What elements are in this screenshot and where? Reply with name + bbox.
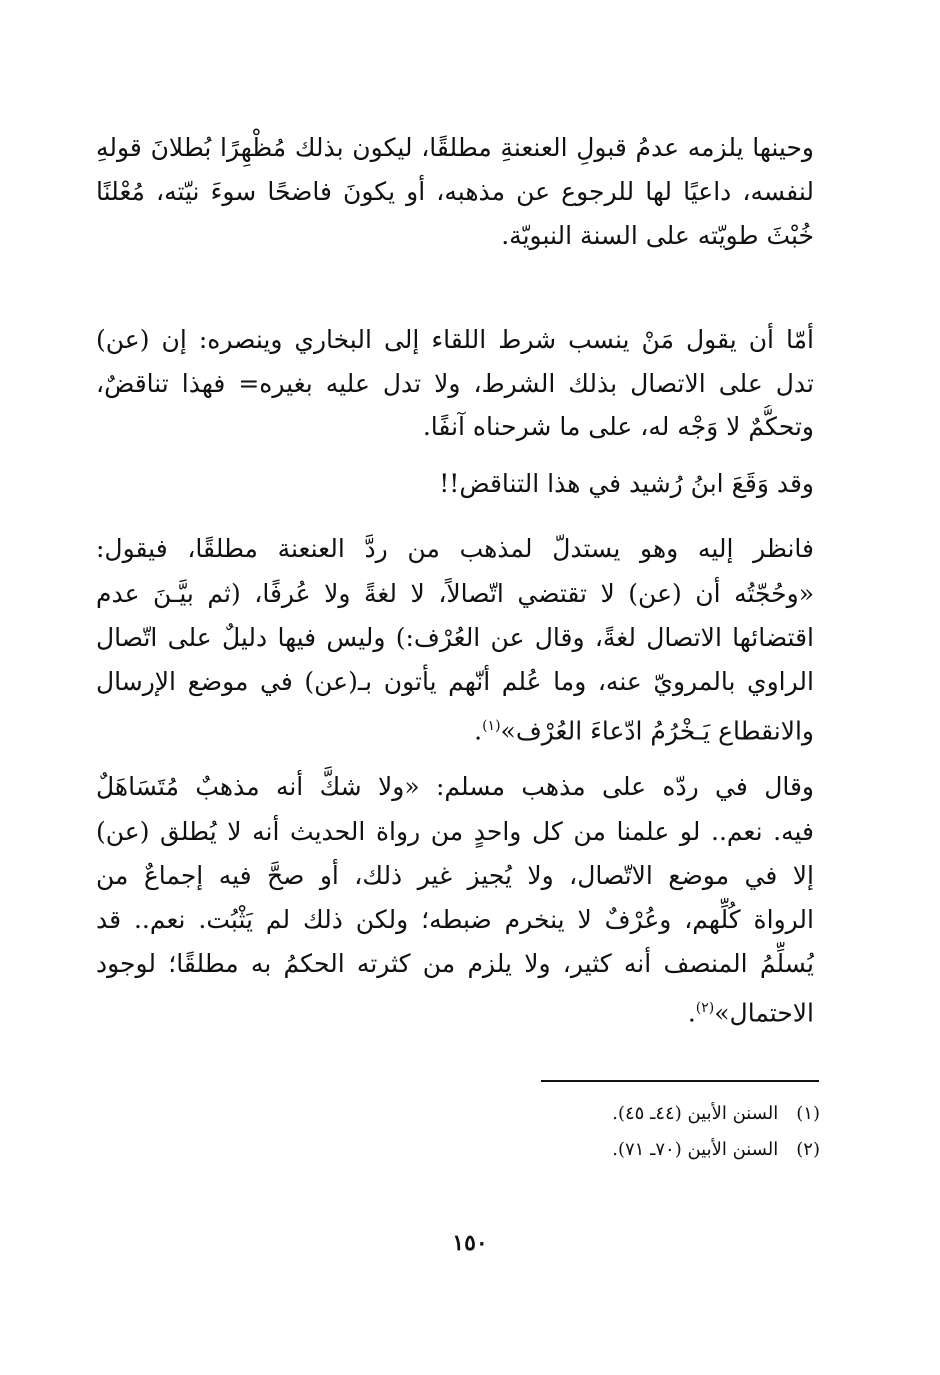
paragraph1-line-1: وحينها يلزمه عدمُ قبولِ العنعنةِ مطلقًا، ليكون بذلك مُظْهِرًا بُطلانَ قولهِ bbox=[96, 133, 814, 162]
paragraph3-line-1: وقد وَقَعَ ابنُ رُشيد في هذا التناقض!! bbox=[439, 469, 814, 498]
paragraph5-line-5: يُسلِّمُ المنصف أنه كثير، ولا يلزم من كثرته الحكمُ به مطلقًا؛ لوجود bbox=[96, 949, 814, 978]
paragraph1-line-3: خُبْثَ طويّته على السنة النبويّة. bbox=[501, 221, 814, 250]
footnote-2-number: (٢) bbox=[796, 1139, 820, 1160]
footnote-1-text: السنن الأبين (٤٤ـ ٤٥). bbox=[612, 1103, 779, 1124]
page-number: ١٥٠ bbox=[452, 1230, 488, 1256]
paragraph4-line-3: اقتضائها الاتصال لغةً، وقال عن العُرْف:) وليس فيها دليلٌ على اتّصال bbox=[96, 623, 814, 652]
paragraph4-end: . bbox=[474, 716, 483, 746]
footnote-2-text: السنن الأبين (٧٠ـ ٧١). bbox=[612, 1139, 779, 1160]
paragraph4-line-5 bbox=[96, 704, 814, 748]
paragraph2-line-1: أمّا أن يقول مَنْ ينسب شرط اللقاء إلى البخاري وينصره: إن (عن) bbox=[96, 325, 814, 354]
paragraph5-line-1: وقال في ردّه على مذهب مسلم: «ولا شكَّ أنه مذهبٌ مُتَسَاهَلٌ bbox=[96, 772, 814, 801]
footnote-1 bbox=[400, 1100, 820, 1128]
paragraph4-line-5-text: والانقطاع يَـخْرُمُ ادّعاءَ العُرْف» bbox=[500, 716, 814, 746]
paragraph4-line-2: «وحُجّتُه أن (عن) لا تقتضي اتّصالاً، لا لغةً ولا عُرفًا، (ثم بيَّـنَ عدم bbox=[96, 579, 814, 608]
paragraph5-line-4: الرواة كُلِّهم، وعُرْفٌ لا ينخرم ضبطه؛ ولكن ذلك لم يَثْبُت. نعم.. قد bbox=[96, 905, 814, 934]
footnote-separator bbox=[541, 1080, 819, 1082]
paragraph2-line-3: وتحكُّمٌ لا وَجْه له، على ما شرحناه آنفًا. bbox=[422, 412, 814, 441]
paragraph5-line-3: إلا في موضع الاتّصال، ولا يُجيز غير ذلك، أو صحَّ فيه إجماعٌ من bbox=[96, 861, 814, 890]
paragraph5-line-2: فيه. نعم.. لو علمنا من كل واحدٍ من رواة الحديث أنه لا يُطلق (عن) bbox=[96, 817, 814, 846]
footnote-1-number: (١) bbox=[796, 1103, 820, 1124]
paragraph5-end: . bbox=[687, 998, 696, 1028]
paragraph4-line-4: الراوي بالمرويّ عنه، وما عُلم أنّهم يأتون بـ(عن) في موضع الإرسال bbox=[96, 667, 814, 696]
paragraph4-line-1: فانظر إليه وهو يستدلّ لمذهب من ردَّ العنعنة مطلقًا، فيقول: bbox=[96, 534, 814, 563]
footnote-ref-2: (٢) bbox=[695, 1000, 715, 1016]
footnote-ref-1: (١) bbox=[482, 718, 501, 734]
paragraph2-line-2: تدل على الاتصال بذلك الشرط، ولا تدل عليه بغيره= فهذا تناقضٌ، bbox=[96, 369, 814, 398]
footnote-2 bbox=[400, 1136, 820, 1164]
paragraph5-line-6-text: الاحتمال» bbox=[714, 998, 814, 1028]
paragraph1-line-2: لنفسه، داعيًا لها للرجوع عن مذهبه، أو يكونَ فاضحًا سوءَ نيّته، مُعْلنًا bbox=[96, 177, 814, 206]
paragraph5-line-6 bbox=[96, 986, 814, 1030]
